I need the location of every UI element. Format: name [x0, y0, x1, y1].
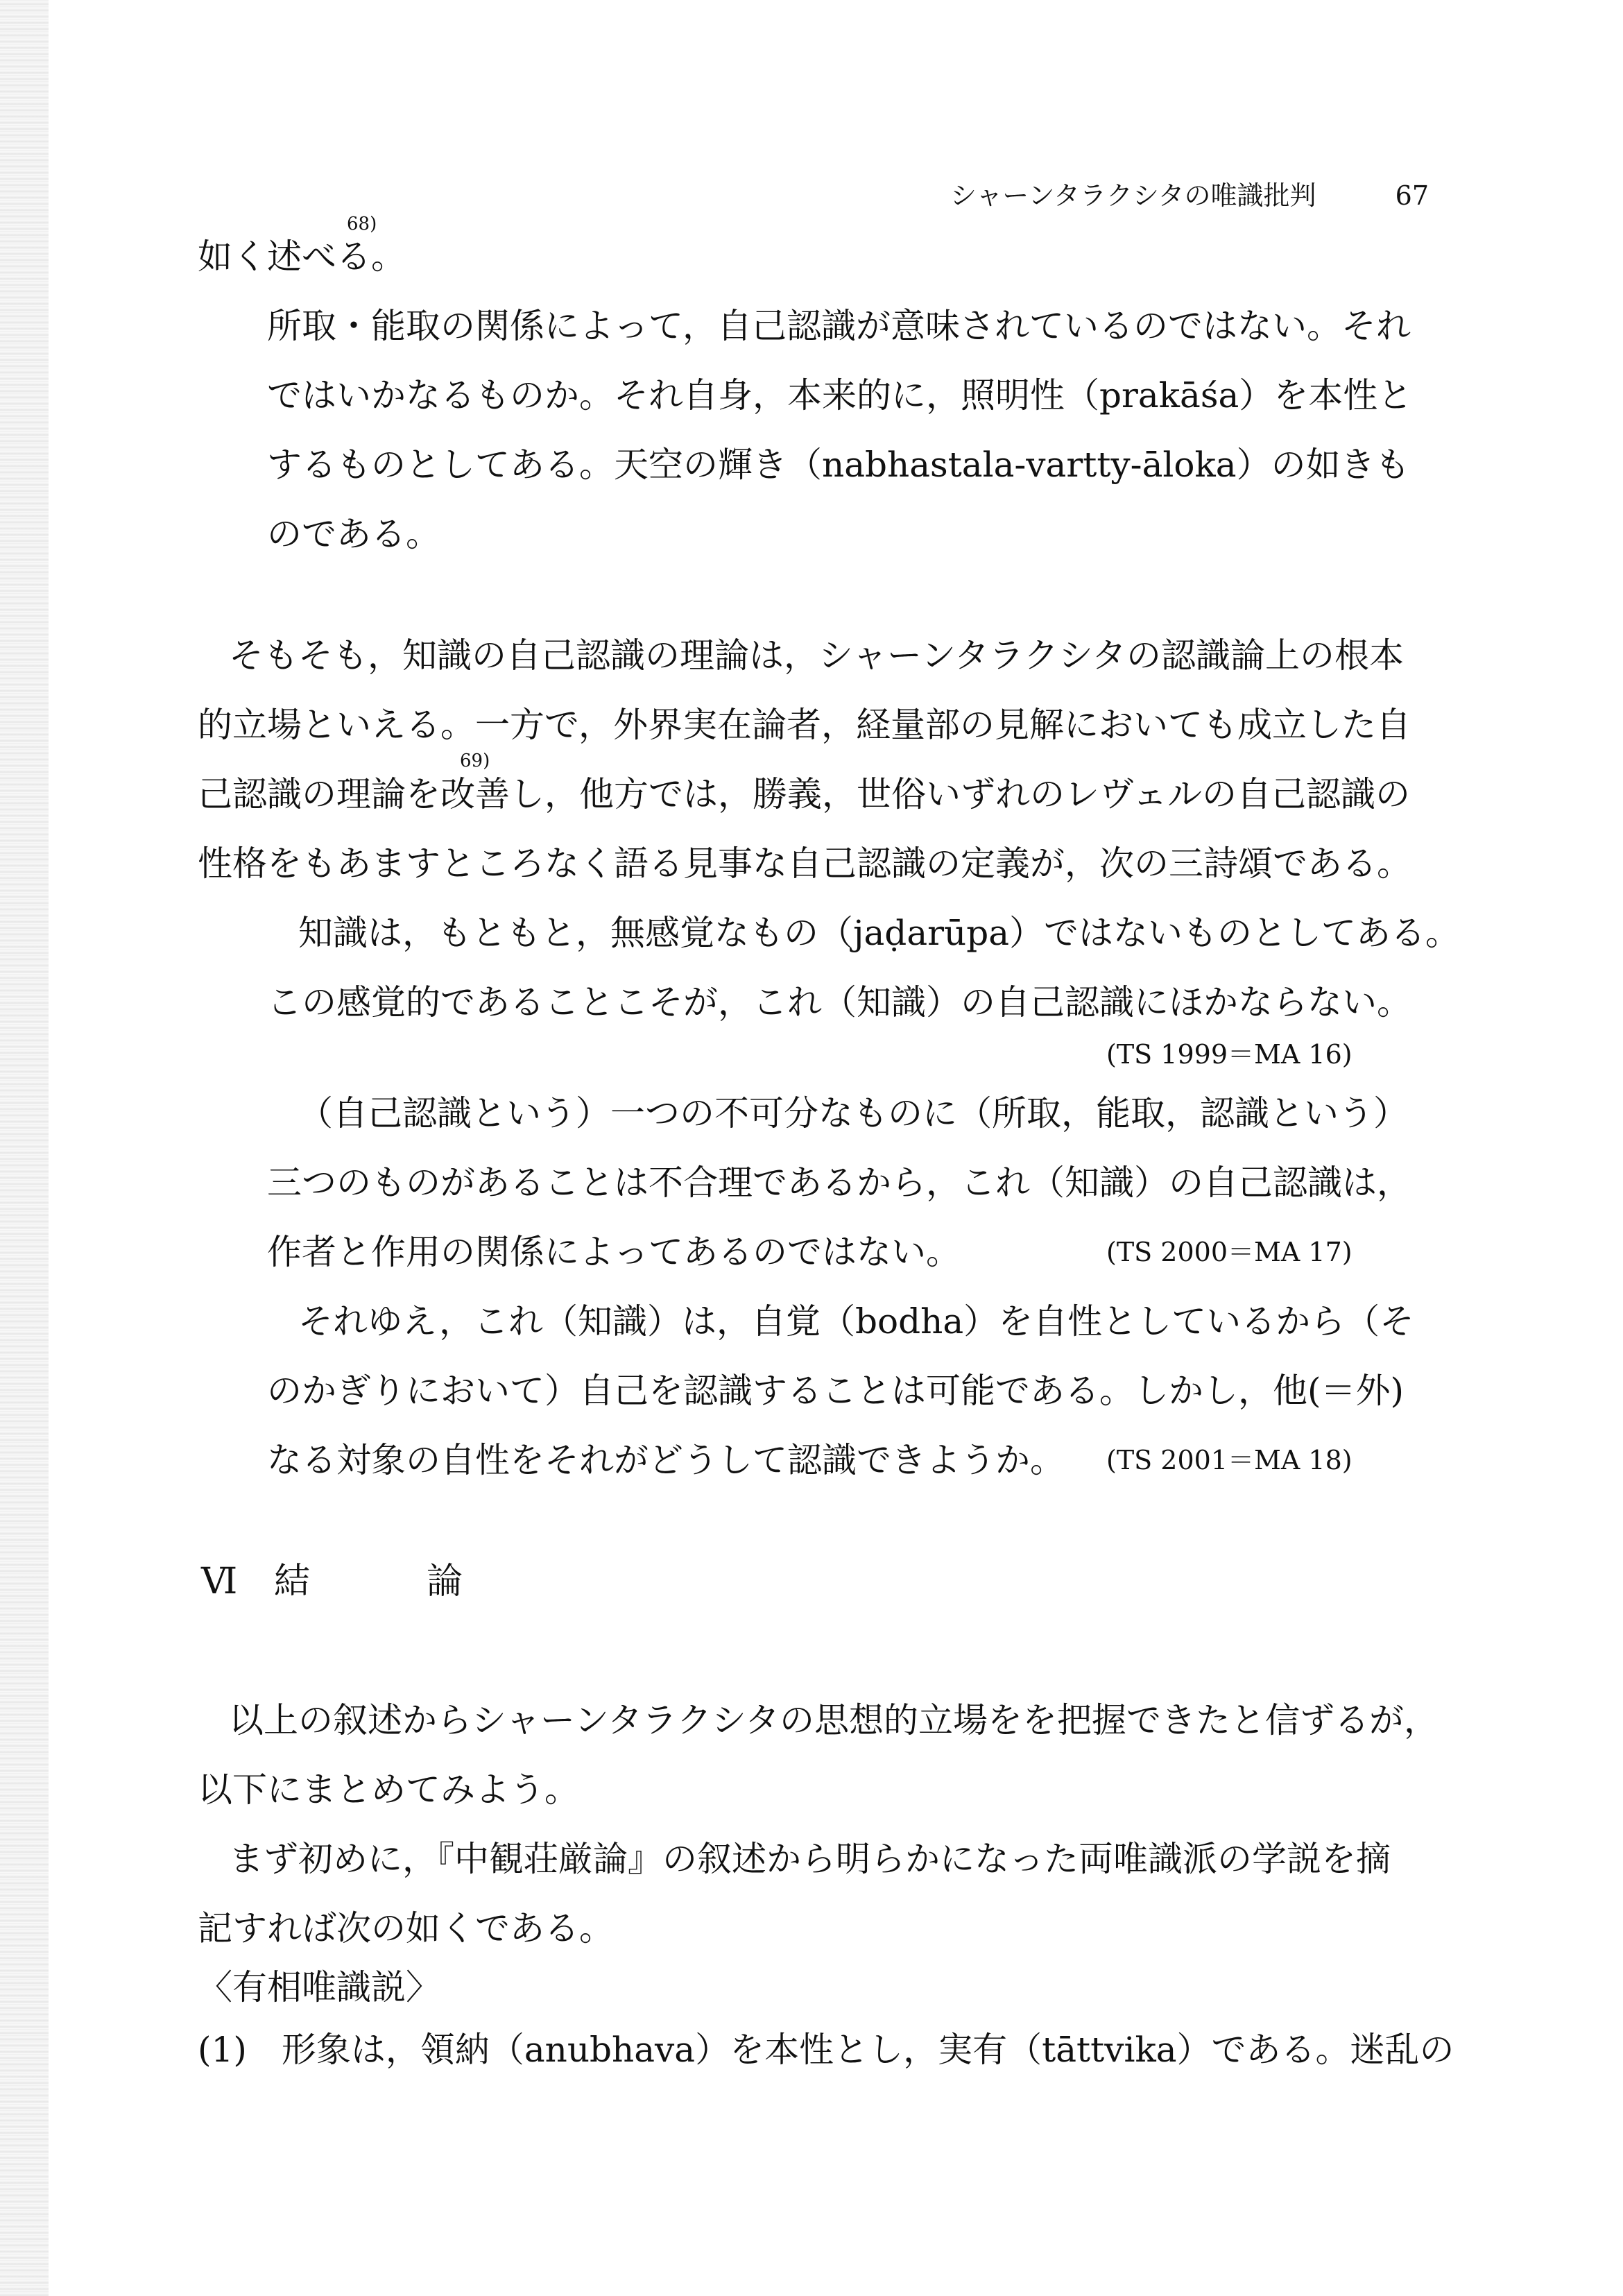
- running-header: [950, 175, 1429, 216]
- running-title: シャーンタラクシタの唯識批判: [950, 180, 1316, 211]
- scan-edge-shading: [0, 0, 49, 2296]
- body-line: 性格をもあますところなく語る見事な自己認識の定義が，次の三詩頌である。: [198, 843, 1411, 884]
- verse-line: 作者と作用の関係によってあるのではない。: [267, 1232, 961, 1272]
- citation: (TS 2000＝MA 17): [1106, 1237, 1352, 1267]
- section-title-first: 結: [274, 1561, 311, 1602]
- body-line: 的立場といえる。一方で，外界実在論者，経量部の見解においても成立した自: [198, 705, 1411, 745]
- verse-line: のかぎりにおいて）自己を認識することは可能である。しかし，他(＝外): [267, 1371, 1405, 1411]
- body-line: そもそも，知識の自己認識の理論は，シャーンタラクシタの認識論上の根本: [229, 635, 1404, 676]
- citation: (TS 2001＝MA 18): [1106, 1445, 1352, 1475]
- section-number: Ⅵ: [201, 1561, 238, 1602]
- body-line: 以上の叙述からシャーンタラクシタの思想的立場をを把握できたと信ずるが，: [229, 1700, 1439, 1740]
- verse-line: 三つのものがあることは不合理であるから，これ（知識）の自己認識は，: [267, 1163, 1411, 1203]
- verse-line: （自己認識という）一つの不可分なものに（所取，能取，認識という）: [298, 1093, 1408, 1133]
- verse-line: この感覚的であることこそが，これ（知識）の自己認識にほかならない。: [267, 982, 1411, 1022]
- quote-line: するものとしてある。天空の輝き（nabhastala-vartty-āloka）の如きも: [267, 445, 1410, 485]
- footnote-ref-68: 68): [347, 214, 377, 234]
- section-title-second: 論: [427, 1561, 463, 1602]
- quote-line: 所取・能取の関係によって，自己認識が意味されているのではない。それ: [267, 306, 1411, 346]
- citation: (TS 1999＝MA 16): [1106, 1039, 1352, 1070]
- subsection-label: 〈有相唯識説〉: [198, 1967, 440, 2007]
- text-line: 如く述べる。: [198, 237, 406, 277]
- footnote-ref-69: 69): [460, 751, 490, 771]
- page-number: 67: [1395, 180, 1429, 211]
- quote-line: ではいかなるものか。それ自身，本来的に，照明性（prakāśa）を本性と: [267, 375, 1413, 415]
- body-line: 己認識の理論を改善し，他方では，勝義，世俗いずれのレヴェルの自己認識の: [198, 774, 1410, 814]
- body-line: 以下にまとめてみよう。: [198, 1770, 579, 1810]
- body-line: まず初めに，『中観荘厳論』の叙述から明らかになった両唯識派の学説を摘: [229, 1839, 1391, 1879]
- verse-line: なる対象の自性をそれがどうして認識できようか。: [267, 1440, 1065, 1480]
- quote-line: のである。: [267, 514, 440, 554]
- list-item: (1) 形象は，領納（anubhava）を本性とし，実有（tāttvika）である。迷乱の: [198, 2030, 1454, 2070]
- body-line: 記すれば次の如くである。: [198, 1908, 614, 1948]
- verse-line: それゆえ，これ（知識）は，自覚（bodha）を自性としているから（そ: [298, 1301, 1415, 1342]
- verse-line: 知識は，もともと，無感覚なもの（jaḍarūpa）ではないものとしてある。: [298, 913, 1461, 953]
